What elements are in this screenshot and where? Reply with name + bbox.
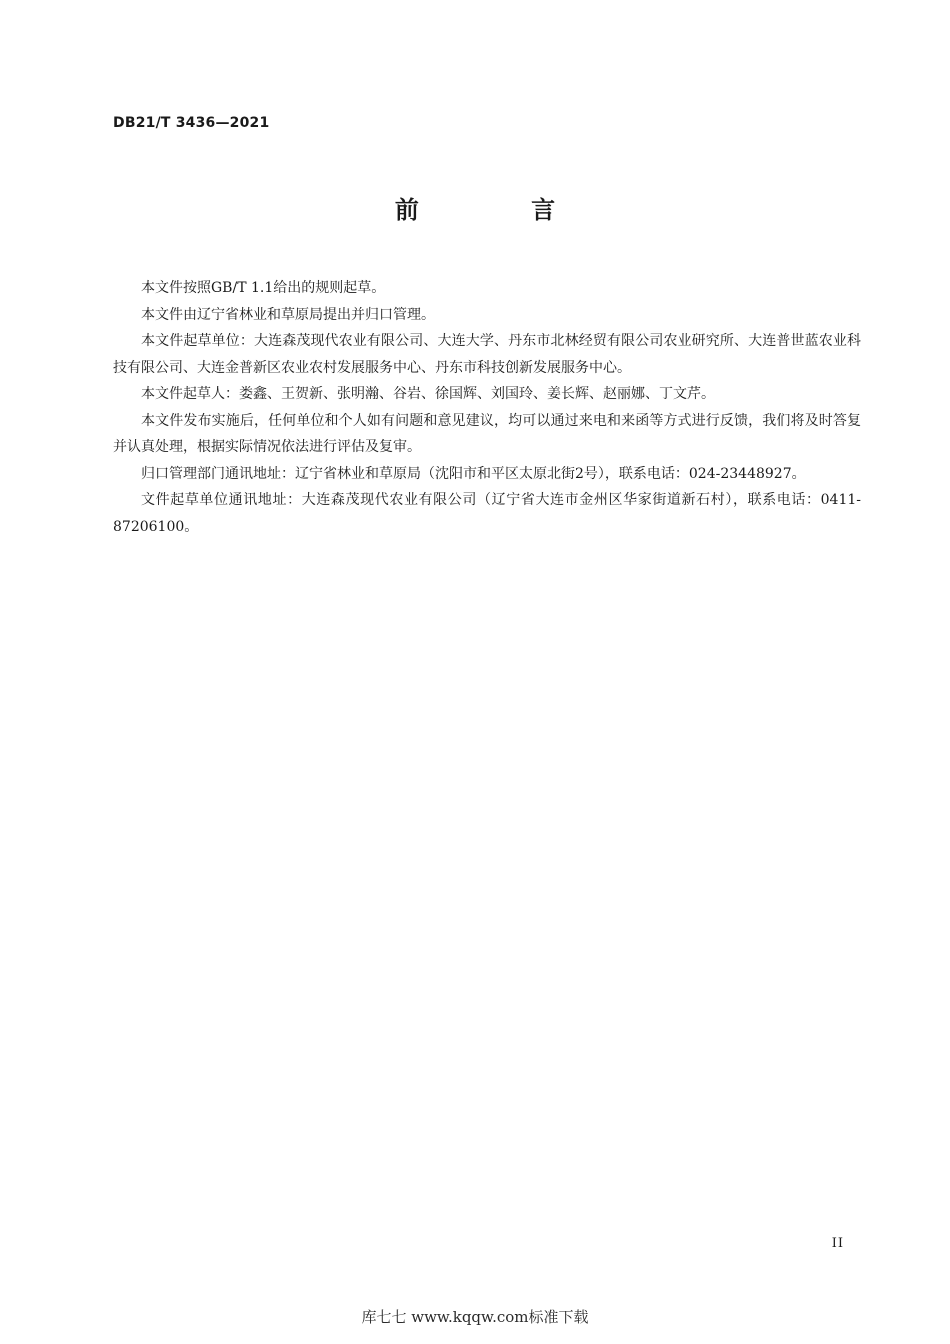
paragraph-drafter-address: 文件起草单位通讯地址：大连森茂现代农业有限公司（辽宁省大连市金州区华家街道新石村），联系电话：0411-87206100。: [113, 492, 861, 535]
watermark-text: 库七七 www.kqqw.com标准下载: [361, 1308, 589, 1326]
paragraph-proposer: 本文件由辽宁省林业和草原局提出并归口管理。: [141, 306, 435, 323]
foreword-body: [113, 275, 861, 540]
paragraph-drafting-units: 本文件起草单位：大连森茂现代农业有限公司、大连大学、丹东市北林经贸有限公司农业研究所、大连普世蓝农业科技有限公司、大连金普新区农业农村发展服务中心、丹东市科技创新发展服务中心。: [113, 333, 861, 376]
paragraph-feedback: 本文件发布实施后，任何单位和个人如有问题和意见建议，均可以通过来电和来函等方式进行反馈，我们将及时答复并认真处理，根据实际情况依法进行评估及复审。: [113, 412, 861, 455]
page-number: II: [831, 1236, 844, 1251]
paragraph-drafting-rules: 本文件按照GB/T 1.1给出的规则起草。: [141, 280, 386, 296]
paragraph-drafters: 本文件起草人：娄鑫、王贺新、张明瀚、谷岩、徐国辉、刘国玲、姜长辉、赵丽娜、丁文芹。: [141, 386, 715, 402]
standard-code: DB21/T 3436—2021: [113, 115, 270, 131]
page-title: 前 言: [394, 196, 608, 224]
paragraph-management-address: 归口管理部门通讯地址：辽宁省林业和草原局（沈阳市和平区太原北街2号），联系电话：024-23448927。: [141, 465, 806, 482]
